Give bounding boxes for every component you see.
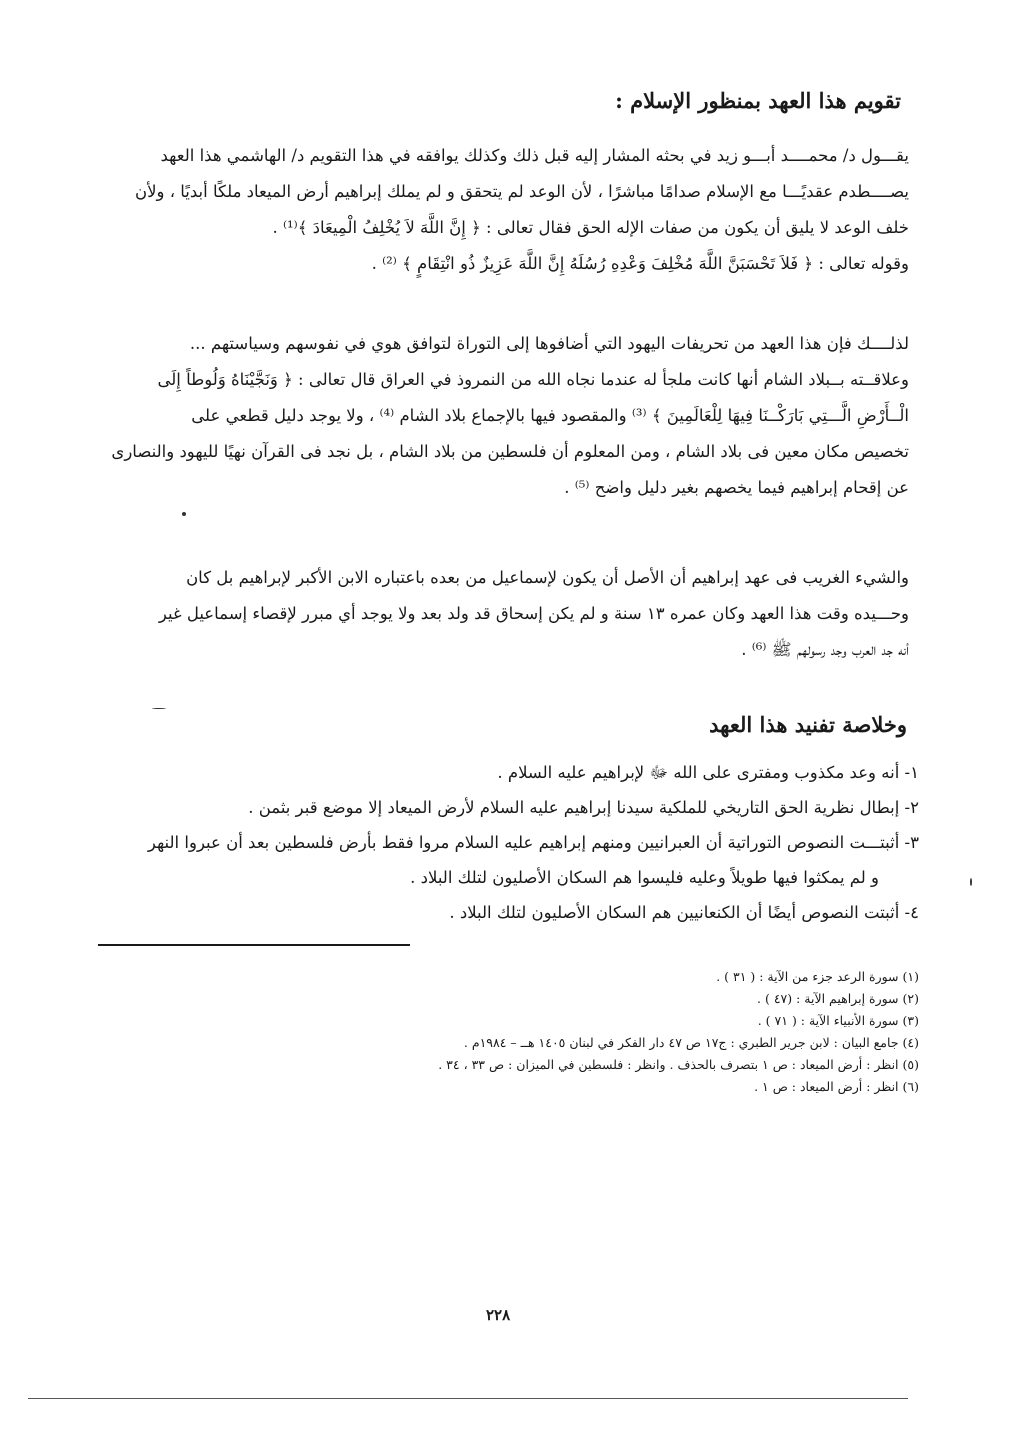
list-item: ١- أنه وعد مكذوب ومفترى على الله ﷻ لإبراهيم عليه السلام . — [497, 763, 919, 782]
paragraph-ishmael — [96, 560, 909, 668]
text-line: لذلــــك فإن هذا العهد من تحريفات اليهود التي أضافوها إلى التوراة لتوافق هوي في نفوسهم وسياستهم ... — [189, 334, 909, 353]
summary-list — [110, 755, 919, 930]
list-item: ٣- أثبتـــت النصوص التوراتية أن العبرانيين ومنهم إبراهيم عليه السلام مروا فقط بأرض فلسطين بعد أن عبروا النهر — [147, 833, 919, 852]
text-line: وقوله تعالى : ﴿ فَلاَ تَحْسَبَنَّ اللَّهَ مُخْلِفَ وَعْدِهِ رُسُلَهُ إِنَّ اللَّهَ عَزِيزٌ ذُو انْتِقَامٍ ﴾ ⁽²⁾ . — [371, 254, 909, 273]
text-line: وعلاقــته بــبلاد الشام أنها كانت ملجأ له عندما نجاه الله من النمروذ في العراق قال تعالى : ﴿ وَنَجَّيْنَاهُ وَلُوطاً إِلَى — [157, 370, 909, 389]
list-item: و لم يمكثوا فيها طويلاً وعليه فليسوا هم السكان الأصليون لتلك البلاد . — [410, 868, 879, 887]
text-line: وحـــيده وقت هذا العهد وكان عمره ١٣ سنة و لم يكن إسحاق قد ولد بعد ولا يوجد أي مبرر لإقصاء إسماعيل غير — [158, 604, 909, 623]
footnote: (٢) سورة إبراهيم الآية : (٤٧ ) . — [757, 991, 919, 1006]
text-line: والشيء الغريب فى عهد إبراهيم أن الأصل أن يكون لإسماعيل من بعده باعتباره الابن الأكبر لإبراهيم بل كان — [186, 568, 909, 587]
footnote: (٥) انظر : أرض الميعاد : ص ١ بتصرف بالحذف . وانظر : فلسطين في الميزان : ص ٣٣ ، ٣٤ . — [438, 1057, 919, 1072]
list-item: ٤- أثبتت النصوص أيضًا أن الكنعانيين هم السكان الأصليون لتلك البلاد . — [449, 903, 919, 922]
text-line: عن إقحام إبراهيم فيما يخصهم بغير دليل واضح ⁽⁵⁾ . — [564, 478, 909, 497]
scan-speck — [152, 708, 166, 709]
text-line: الْــأَرْضِ الَّـــتِي بَارَكْــنَا فِيهَا لِلْعَالَمِينَ ﴾ ⁽³⁾ والمقصود فيها بالإجماع بلاد الشام ⁽⁴⁾ ، ولا يوجد دليل قطعي على — [191, 406, 909, 425]
page-number: ٢٢٨ — [486, 1306, 511, 1324]
list-item: ٢- إبطال نظرية الحق التاريخي للملكية سيدنا إبراهيم عليه السلام لأرض الميعاد إلا موضع قبر بثمن . — [248, 798, 919, 817]
footnote: (٦) انظر : أرض الميعاد : ص ١ . — [754, 1079, 919, 1094]
text-line: يقـــول د/ محمــــد أبـــو زيد في بحثه المشار إليه قبل ذلك وكذلك يوافقه في هذا التقويم د/ الهاشمي هذا العهد — [160, 146, 909, 165]
footnote: (١) سورة الرعد جزء من الآية : ( ٣١ ) . — [716, 969, 919, 984]
paragraph-distortions — [96, 326, 909, 506]
text-line: أنه جد العرب وجد رسولهم ﷺ ⁽⁶⁾ . — [741, 640, 909, 659]
paragraph-evaluation — [96, 138, 909, 282]
text-line: يصــــطدم عقديًـــا مع الإسلام صدامًا مباشرًا ، لأن الوعد لم يتحقق و لم يملك إبراهيم أرض الميعاد ملكًا أبديًا ، ولأن — [134, 182, 909, 201]
footnotes — [438, 966, 919, 1098]
text-line: خلف الوعد لا يليق أن يكون من صفات الإله الحق فقال تعالى : ﴿ إِنَّ اللَّهَ لاَ يُخْلِفُ الْمِيعَادَ ﴾⁽¹⁾ . — [272, 218, 909, 237]
section-heading-evaluation: تقويم هذا العهد بمنظور الإسلام : — [615, 88, 901, 113]
footnote-divider — [98, 944, 410, 946]
section-heading-summary: وخلاصة تفنيد هذا العهد — [709, 712, 907, 737]
scan-edge-line — [28, 1398, 908, 1399]
scan-speck — [970, 878, 972, 886]
footnote: (٣) سورة الأنبياء الآية : ( ٧١ ) . — [757, 1013, 919, 1028]
scan-speck — [182, 512, 186, 516]
text-line: تخصيص مكان معين فى بلاد الشام ، ومن المعلوم أن فلسطين من بلاد الشام ، بل نجد فى القرآن نهيًا لليهود والنصارى — [111, 442, 909, 461]
footnote: (٤) جامع البيان : لابن جرير الطبري : ج١٧ ص ٤٧ دار الفكر في لبنان ١٤٠٥ هــ – ١٩٨٤م . — [463, 1035, 919, 1050]
